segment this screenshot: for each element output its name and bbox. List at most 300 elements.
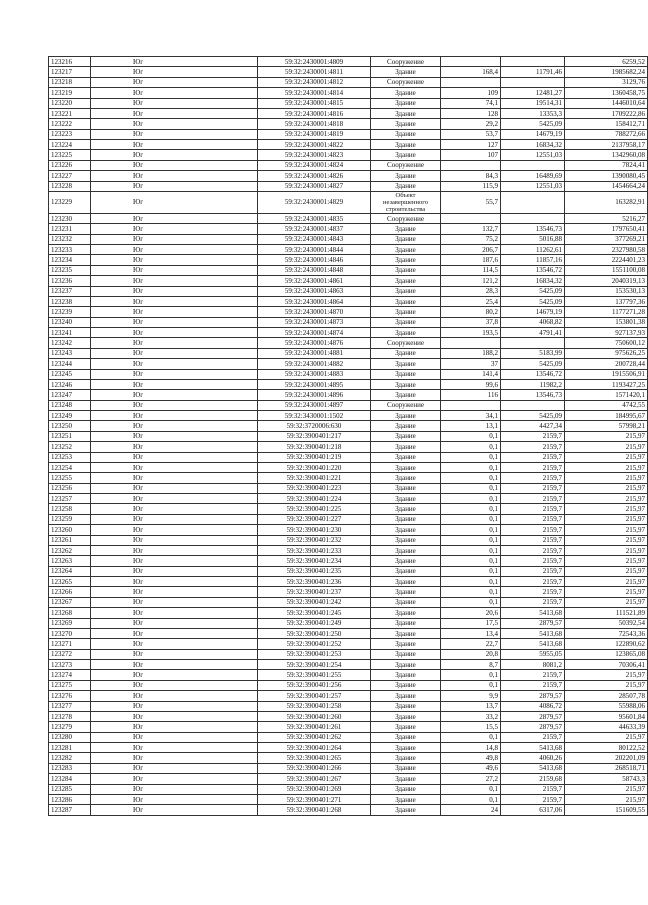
object-type-cell: Здание (371, 129, 441, 139)
unit-value-cell: 2159,7 (501, 597, 565, 607)
unit-value-cell (501, 338, 565, 348)
object-type-cell: Здание (371, 670, 441, 680)
region-cell: Юг (91, 618, 258, 628)
table-row (49, 618, 648, 628)
area-cell (441, 400, 501, 410)
object-type-cell: Здание (371, 794, 441, 804)
table-row (49, 224, 648, 234)
cadastral-value-cell: 151609,55 (565, 805, 648, 815)
cadastral-number-cell: 59:32:2430001:4809 (258, 57, 371, 67)
unit-value-cell: 2159,68 (501, 774, 565, 784)
cadastral-value-cell: 5216,27 (565, 213, 648, 223)
area-cell (441, 77, 501, 87)
record-id-cell: 123284 (49, 774, 91, 784)
unit-value-cell: 4086,72 (501, 701, 565, 711)
cadastral-number-cell: 59:32:2430001:4897 (258, 400, 371, 410)
table-row (49, 359, 648, 369)
region-cell: Юг (91, 743, 258, 753)
cadastral-number-cell: 59:32:2430001:4837 (258, 224, 371, 234)
area-cell: 75,2 (441, 234, 501, 244)
cadastral-number-cell: 59:32:2430001:4822 (258, 140, 371, 150)
object-type-cell: Здание (371, 88, 441, 98)
object-type-cell: Сооружение (371, 77, 441, 87)
unit-value-cell: 2159,7 (501, 442, 565, 452)
unit-value-cell: 2159,7 (501, 784, 565, 794)
table-row (49, 597, 648, 607)
cadastral-number-cell: 59:32:2430001:4846 (258, 255, 371, 265)
region-cell: Юг (91, 296, 258, 306)
record-id-cell: 123259 (49, 514, 91, 524)
table-row (49, 108, 648, 118)
table-row (49, 514, 648, 524)
unit-value-cell: 2159,7 (501, 473, 565, 483)
record-id-cell: 123271 (49, 639, 91, 649)
object-type-cell: Здание (371, 514, 441, 524)
unit-value-cell: 5183,99 (501, 348, 565, 358)
cadastral-value-cell: 1390080,45 (565, 171, 648, 181)
cadastral-value-cell: 215,97 (565, 587, 648, 597)
cadastral-number-cell: 59:32:2430001:4844 (258, 245, 371, 255)
region-cell: Юг (91, 442, 258, 452)
cadastral-number-cell: 59:32:3900401:262 (258, 732, 371, 742)
cadastral-number-cell: 59:32:2430001:4882 (258, 359, 371, 369)
cadastral-value-cell: 153801,38 (565, 317, 648, 327)
object-type-cell: Здание (371, 431, 441, 441)
area-cell: 9,9 (441, 691, 501, 701)
cadastral-value-cell: 215,97 (565, 431, 648, 441)
object-type-cell: Здание (371, 504, 441, 514)
object-type-cell: Здание (371, 711, 441, 721)
region-cell: Юг (91, 119, 258, 129)
object-type-cell: Здание (371, 296, 441, 306)
region-cell: Юг (91, 171, 258, 181)
area-cell: 141,4 (441, 369, 501, 379)
area-cell: 80,2 (441, 307, 501, 317)
cadastral-value-cell: 2040319,13 (565, 276, 648, 286)
area-cell: 0,1 (441, 473, 501, 483)
cadastral-value-cell: 1446010,64 (565, 98, 648, 108)
record-id-cell: 123216 (49, 57, 91, 67)
cadastral-number-cell: 59:32:2430001:4861 (258, 276, 371, 286)
object-type-cell: Здание (371, 743, 441, 753)
table-row (49, 140, 648, 150)
unit-value-cell: 2159,7 (501, 462, 565, 472)
table-row (49, 608, 648, 618)
table-row (49, 286, 648, 296)
region-cell: Юг (91, 774, 258, 784)
table-row (49, 245, 648, 255)
object-type-cell: Здание (371, 722, 441, 732)
cadastral-value-cell: 153530,13 (565, 286, 648, 296)
area-cell: 37,8 (441, 317, 501, 327)
unit-value-cell: 13546,72 (501, 265, 565, 275)
cadastral-number-cell: 59:32:3430001:1502 (258, 411, 371, 421)
cadastral-number-cell: 59:32:3900401:221 (258, 473, 371, 483)
cadastral-value-cell: 80122,52 (565, 743, 648, 753)
cadastral-value-cell: 215,97 (565, 670, 648, 680)
cadastral-value-cell: 215,97 (565, 732, 648, 742)
table-row (49, 57, 648, 67)
object-type-cell: Здание (371, 587, 441, 597)
table-row (49, 411, 648, 421)
table-row (49, 160, 648, 170)
record-id-cell: 123240 (49, 317, 91, 327)
area-cell: 25,4 (441, 296, 501, 306)
object-type-cell: Здание (371, 411, 441, 421)
area-cell: 0,1 (441, 462, 501, 472)
cadastral-number-cell: 59:32:3900401:218 (258, 442, 371, 452)
region-cell: Юг (91, 680, 258, 690)
table-row (49, 442, 648, 452)
unit-value-cell: 13353,3 (501, 108, 565, 118)
area-cell: 168,4 (441, 67, 501, 77)
object-type-cell: Здание (371, 181, 441, 191)
cadastral-number-cell: 59:32:3900401:250 (258, 628, 371, 638)
object-type-cell: Здание (371, 286, 441, 296)
region-cell: Юг (91, 400, 258, 410)
area-cell: 0,1 (441, 680, 501, 690)
record-id-cell: 123255 (49, 473, 91, 483)
table-row (49, 639, 648, 649)
object-type-cell: Здание (371, 535, 441, 545)
record-id-cell: 123262 (49, 545, 91, 555)
cadastral-number-cell: 59:32:2430001:4818 (258, 119, 371, 129)
record-id-cell: 123241 (49, 328, 91, 338)
area-cell: 109 (441, 88, 501, 98)
object-type-cell: Здание (371, 597, 441, 607)
region-cell: Юг (91, 597, 258, 607)
cadastral-value-cell: 111521,89 (565, 608, 648, 618)
area-cell: 128 (441, 108, 501, 118)
unit-value-cell: 8081,2 (501, 660, 565, 670)
object-type-cell: Здание (371, 328, 441, 338)
table-row (49, 794, 648, 804)
table-row (49, 701, 648, 711)
object-type-cell: Здание (371, 317, 441, 327)
unit-value-cell: 2159,7 (501, 514, 565, 524)
area-cell: 0,1 (441, 566, 501, 576)
record-id-cell: 123272 (49, 649, 91, 659)
object-type-cell: Здание (371, 545, 441, 555)
unit-value-cell: 11791,46 (501, 67, 565, 77)
record-id-cell: 123218 (49, 77, 91, 87)
cadastral-value-cell: 1551100,08 (565, 265, 648, 275)
unit-value-cell: 5955,05 (501, 649, 565, 659)
unit-value-cell: 2159,7 (501, 670, 565, 680)
unit-value-cell: 4068,82 (501, 317, 565, 327)
unit-value-cell: 2159,7 (501, 577, 565, 587)
record-id-cell: 123275 (49, 680, 91, 690)
table-row (49, 181, 648, 191)
cadastral-number-cell: 59:32:3900401:233 (258, 545, 371, 555)
record-id-cell: 123248 (49, 400, 91, 410)
object-type-cell: Объект незавершенного строительства (371, 191, 441, 213)
object-type-cell: Здание (371, 359, 441, 369)
unit-value-cell: 5425,09 (501, 359, 565, 369)
record-id-cell: 123244 (49, 359, 91, 369)
area-cell: 121,2 (441, 276, 501, 286)
cadastral-value-cell: 50392,54 (565, 618, 648, 628)
cadastral-value-cell: 1709222,86 (565, 108, 648, 118)
cadastral-value-cell: 215,97 (565, 535, 648, 545)
cadastral-number-cell: 59:32:2430001:4864 (258, 296, 371, 306)
table-row (49, 234, 648, 244)
object-type-cell: Здание (371, 150, 441, 160)
unit-value-cell: 2879,57 (501, 691, 565, 701)
unit-value-cell: 2159,7 (501, 556, 565, 566)
unit-value-cell: 13546,72 (501, 369, 565, 379)
area-cell: 206,7 (441, 245, 501, 255)
table-row (49, 628, 648, 638)
cadastral-value-cell: 1454664,24 (565, 181, 648, 191)
table-row (49, 691, 648, 701)
area-cell: 115,9 (441, 181, 501, 191)
area-cell: 0,1 (441, 442, 501, 452)
unit-value-cell: 5425,09 (501, 119, 565, 129)
table-row (49, 743, 648, 753)
table-row (49, 129, 648, 139)
area-cell: 0,1 (441, 784, 501, 794)
record-id-cell: 123230 (49, 213, 91, 223)
object-type-cell: Здание (371, 119, 441, 129)
area-cell: 22,7 (441, 639, 501, 649)
object-type-cell: Здание (371, 140, 441, 150)
table-row (49, 462, 648, 472)
cadastral-value-cell: 7824,41 (565, 160, 648, 170)
cadastral-number-cell: 59:32:3900401:220 (258, 462, 371, 472)
cadastral-number-cell: 59:32:2430001:4843 (258, 234, 371, 244)
area-cell: 27,2 (441, 774, 501, 784)
cadastral-number-cell: 59:32:3900401:230 (258, 525, 371, 535)
region-cell: Юг (91, 577, 258, 587)
object-type-cell: Сооружение (371, 57, 441, 67)
region-cell: Юг (91, 224, 258, 234)
unit-value-cell: 16834,32 (501, 276, 565, 286)
cadastral-number-cell: 59:32:3900401:266 (258, 763, 371, 773)
object-type-cell: Здание (371, 525, 441, 535)
area-cell: 29,2 (441, 119, 501, 129)
cadastral-number-cell: 59:32:3900401:256 (258, 680, 371, 690)
area-cell: 0,1 (441, 525, 501, 535)
region-cell: Юг (91, 545, 258, 555)
cadastral-number-cell: 59:32:3900401:261 (258, 722, 371, 732)
cadastral-number-cell: 59:32:2430001:4883 (258, 369, 371, 379)
cadastral-number-cell: 59:32:2430001:4816 (258, 108, 371, 118)
table-row (49, 265, 648, 275)
record-id-cell: 123222 (49, 119, 91, 129)
record-id-cell: 123239 (49, 307, 91, 317)
unit-value-cell: 5413,68 (501, 743, 565, 753)
area-cell: 127 (441, 140, 501, 150)
cadastral-value-cell: 3129,76 (565, 77, 648, 87)
cadastral-number-cell: 59:32:2430001:4835 (258, 213, 371, 223)
region-cell: Юг (91, 732, 258, 742)
table-row (49, 753, 648, 763)
object-type-cell: Здание (371, 701, 441, 711)
area-cell: 13,7 (441, 701, 501, 711)
unit-value-cell: 2159,7 (501, 483, 565, 493)
cadastral-value-cell: 215,97 (565, 577, 648, 587)
cadastral-value-cell: 122890,62 (565, 639, 648, 649)
cadastral-number-cell: 59:32:2430001:4814 (258, 88, 371, 98)
record-id-cell: 123257 (49, 494, 91, 504)
record-id-cell: 123246 (49, 379, 91, 389)
region-cell: Юг (91, 181, 258, 191)
area-cell (441, 160, 501, 170)
record-id-cell: 123224 (49, 140, 91, 150)
record-id-cell: 123238 (49, 296, 91, 306)
record-id-cell: 123270 (49, 628, 91, 638)
region-cell: Юг (91, 494, 258, 504)
record-id-cell: 123249 (49, 411, 91, 421)
table-row (49, 348, 648, 358)
object-type-cell: Здание (371, 628, 441, 638)
record-id-cell: 123250 (49, 421, 91, 431)
table-row (49, 77, 648, 87)
cadastral-value-cell: 215,97 (565, 473, 648, 483)
unit-value-cell: 5413,68 (501, 608, 565, 618)
region-cell: Юг (91, 213, 258, 223)
record-id-cell: 123264 (49, 566, 91, 576)
table-row (49, 296, 648, 306)
record-id-cell: 123225 (49, 150, 91, 160)
table-row (49, 670, 648, 680)
unit-value-cell: 5413,68 (501, 763, 565, 773)
record-id-cell: 123280 (49, 732, 91, 742)
cadastral-value-cell: 58743,3 (565, 774, 648, 784)
table-row (49, 328, 648, 338)
region-cell: Юг (91, 711, 258, 721)
table-row (49, 213, 648, 223)
area-cell (441, 57, 501, 67)
record-id-cell: 123261 (49, 535, 91, 545)
cadastral-value-cell: 1193427,25 (565, 379, 648, 389)
record-id-cell: 123232 (49, 234, 91, 244)
record-id-cell: 123285 (49, 784, 91, 794)
cadastral-number-cell: 59:32:3900401:224 (258, 494, 371, 504)
unit-value-cell (501, 213, 565, 223)
record-id-cell: 123263 (49, 556, 91, 566)
unit-value-cell: 2159,7 (501, 452, 565, 462)
table-row (49, 88, 648, 98)
area-cell: 0,1 (441, 545, 501, 555)
object-type-cell: Здание (371, 98, 441, 108)
cadastral-value-cell: 377269,21 (565, 234, 648, 244)
region-cell: Юг (91, 77, 258, 87)
cadastral-number-cell: 59:32:2430001:4827 (258, 181, 371, 191)
object-type-cell: Здание (371, 265, 441, 275)
unit-value-cell: 5425,09 (501, 296, 565, 306)
area-cell: 0,1 (441, 514, 501, 524)
unit-value-cell: 2159,7 (501, 535, 565, 545)
table-row (49, 369, 648, 379)
table-row (49, 483, 648, 493)
object-type-cell: Здание (371, 276, 441, 286)
region-cell: Юг (91, 129, 258, 139)
cadastral-value-cell: 927137,93 (565, 328, 648, 338)
unit-value-cell: 2159,7 (501, 794, 565, 804)
record-id-cell: 123269 (49, 618, 91, 628)
object-type-cell: Здание (371, 618, 441, 628)
unit-value-cell: 2159,7 (501, 494, 565, 504)
cadastral-number-cell: 59:32:2430001:4819 (258, 129, 371, 139)
cadastral-number-cell: 59:32:2430001:4870 (258, 307, 371, 317)
unit-value-cell: 16834,32 (501, 140, 565, 150)
table-row (49, 452, 648, 462)
area-cell: 0,1 (441, 577, 501, 587)
unit-value-cell (501, 191, 565, 213)
object-type-cell: Здание (371, 556, 441, 566)
cadastral-number-cell: 59:32:2430001:4873 (258, 317, 371, 327)
region-cell: Юг (91, 338, 258, 348)
unit-value-cell: 2159,7 (501, 504, 565, 514)
record-id-cell: 123282 (49, 753, 91, 763)
table-row (49, 577, 648, 587)
object-type-cell: Здание (371, 774, 441, 784)
record-id-cell: 123219 (49, 88, 91, 98)
record-id-cell: 123286 (49, 794, 91, 804)
unit-value-cell: 2879,57 (501, 722, 565, 732)
cadastral-value-cell: 2327980,58 (565, 245, 648, 255)
object-type-cell: Здание (371, 566, 441, 576)
unit-value-cell: 12551,03 (501, 181, 565, 191)
region-cell: Юг (91, 359, 258, 369)
record-id-cell: 123251 (49, 431, 91, 441)
cadastral-value-cell: 72543,36 (565, 628, 648, 638)
cadastral-value-cell: 158412,71 (565, 119, 648, 129)
unit-value-cell (501, 77, 565, 87)
table-row (49, 711, 648, 721)
area-cell: 0,1 (441, 670, 501, 680)
cadastral-value-cell: 215,97 (565, 462, 648, 472)
cadastral-value-cell: 215,97 (565, 525, 648, 535)
region-cell: Юг (91, 234, 258, 244)
record-id-cell: 123228 (49, 181, 91, 191)
cadastral-value-cell: 163282,91 (565, 191, 648, 213)
unit-value-cell: 4060,26 (501, 753, 565, 763)
unit-value-cell: 16489,69 (501, 171, 565, 181)
cadastral-number-cell: 59:32:3900401:223 (258, 483, 371, 493)
cadastral-value-cell: 215,97 (565, 597, 648, 607)
object-type-cell: Здание (371, 784, 441, 794)
unit-value-cell: 2159,7 (501, 680, 565, 690)
area-cell: 0,1 (441, 535, 501, 545)
record-id-cell: 123234 (49, 255, 91, 265)
table-row (49, 473, 648, 483)
region-cell: Юг (91, 535, 258, 545)
unit-value-cell (501, 400, 565, 410)
region-cell: Юг (91, 462, 258, 472)
cadastral-number-cell: 59:32:3900401:257 (258, 691, 371, 701)
object-type-cell: Здание (371, 67, 441, 77)
region-cell: Юг (91, 348, 258, 358)
property-table-body (49, 57, 648, 816)
cadastral-number-cell: 59:32:3900401:253 (258, 649, 371, 659)
unit-value-cell: 2159,7 (501, 732, 565, 742)
record-id-cell: 123235 (49, 265, 91, 275)
cadastral-value-cell: 268518,71 (565, 763, 648, 773)
cadastral-value-cell: 6259,52 (565, 57, 648, 67)
table-row (49, 732, 648, 742)
area-cell: 49,6 (441, 763, 501, 773)
cadastral-value-cell: 215,97 (565, 556, 648, 566)
record-id-cell: 123233 (49, 245, 91, 255)
record-id-cell: 123266 (49, 587, 91, 597)
area-cell: 20,6 (441, 608, 501, 618)
unit-value-cell: 4791,41 (501, 328, 565, 338)
object-type-cell: Здание (371, 639, 441, 649)
unit-value-cell: 2159,7 (501, 545, 565, 555)
